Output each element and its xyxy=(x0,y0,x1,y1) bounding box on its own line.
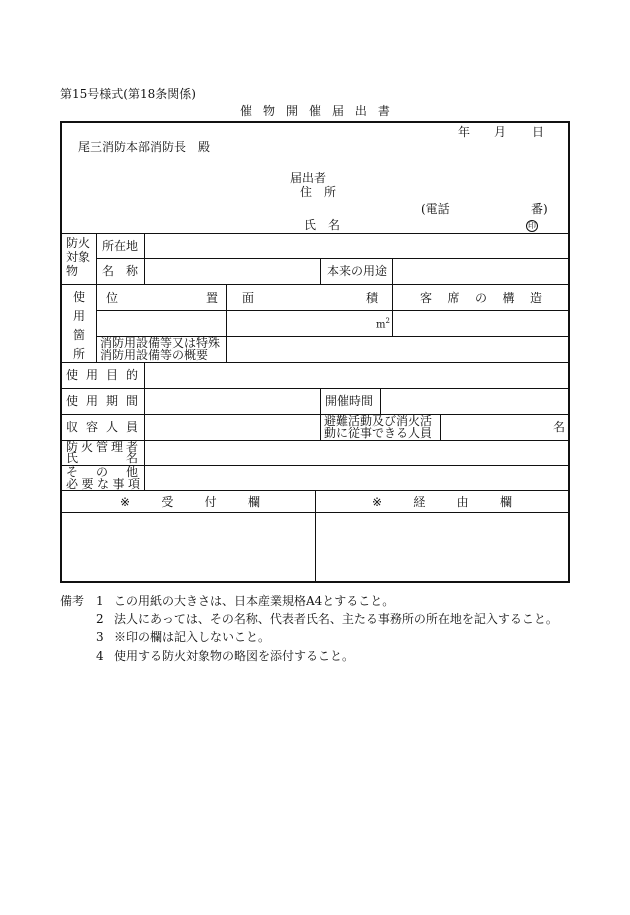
date-day-label: 日 xyxy=(532,125,545,139)
note-number: 1 xyxy=(96,594,104,608)
notes-label: 備考 xyxy=(60,594,85,608)
usage-place-group-label: 使 用 箇 所 xyxy=(73,290,86,361)
row-divider xyxy=(60,388,570,389)
row-divider xyxy=(60,233,570,234)
phone-close: 番) xyxy=(531,202,548,216)
area-header: 面 積 xyxy=(242,291,378,305)
row-divider xyxy=(60,362,570,363)
fire-manager-label: 防 火 管 理 者 xyxy=(66,440,138,454)
col-divider xyxy=(320,258,321,284)
note-text: この用紙の大きさは、日本産業規格A4とすること。 xyxy=(114,594,395,608)
evacuation-staff-label: 避難活動及び消火活 動に従事できる人員 xyxy=(324,414,433,440)
date-month-label: 月 xyxy=(494,125,507,139)
capacity-label: 収 容 人 員 xyxy=(66,420,138,434)
note-number: 3 xyxy=(96,630,104,644)
phone-open: (電話 xyxy=(421,202,450,216)
reception-column-header: ※ 受 付 欄 xyxy=(120,495,260,509)
other-necessary-label: 必要な事項 xyxy=(66,477,144,491)
col-divider xyxy=(320,388,321,440)
row-divider xyxy=(60,414,570,415)
evacuation-staff-unit: 名 xyxy=(553,420,566,434)
col-divider xyxy=(392,258,393,284)
col-divider xyxy=(226,284,227,362)
seating-structure-header: 客 席 の 構 造 xyxy=(420,291,542,305)
equipment-overview-label: 消防用設備等又は特殊 消防用設備等の概要 xyxy=(100,336,221,362)
facility-name-label: 名 称 xyxy=(102,264,139,278)
note-number: 4 xyxy=(96,649,104,663)
original-use-label: 本来の用途 xyxy=(327,264,388,278)
document-title: 催 物 開 催 届 出 書 xyxy=(240,104,390,118)
seal-mark xyxy=(526,218,538,232)
via-column-header: ※ 経 由 欄 xyxy=(372,495,512,509)
col-divider xyxy=(315,490,316,583)
position-header: 位 置 xyxy=(106,291,218,305)
row-divider xyxy=(96,310,570,311)
seal-icon: 印 xyxy=(528,221,536,230)
area-unit: $m^2$ xyxy=(376,317,390,331)
col-divider xyxy=(144,362,145,490)
fire-manager-name-label: 氏 名 xyxy=(66,451,138,465)
purpose-label: 使 用 目 的 xyxy=(66,368,138,382)
note-text: 使用する防火対象物の略図を添付すること。 xyxy=(114,649,355,663)
row-divider xyxy=(60,284,570,285)
date-year-label: 年 xyxy=(458,125,471,139)
col-divider xyxy=(96,233,97,362)
col-divider xyxy=(440,414,441,440)
col-divider xyxy=(392,284,393,336)
event-time-label: 開催時間 xyxy=(325,394,374,408)
form-number: 第15号様式(第18条関係) xyxy=(60,87,196,101)
col-divider xyxy=(144,233,145,284)
col-divider xyxy=(380,388,381,414)
notifier-label: 届出者 xyxy=(290,171,327,185)
row-divider xyxy=(96,258,570,259)
name-label: 氏 名 xyxy=(304,218,341,232)
note-text: 法人にあっては、その名称、代表者氏名、主たる事務所の所在地を記入すること。 xyxy=(114,612,558,626)
note-text: ※印の欄は記入しないこと。 xyxy=(114,630,271,644)
target-group-label: 防火 対象 物 xyxy=(66,236,91,278)
period-label: 使 用 期 間 xyxy=(66,394,138,408)
addressee: 尾三消防本部消防長 殿 xyxy=(78,140,211,154)
note-number: 2 xyxy=(96,612,104,626)
address-label: 住 所 xyxy=(300,185,337,199)
location-label: 所在地 xyxy=(102,239,139,253)
other-label: そ の 他 xyxy=(66,465,138,479)
